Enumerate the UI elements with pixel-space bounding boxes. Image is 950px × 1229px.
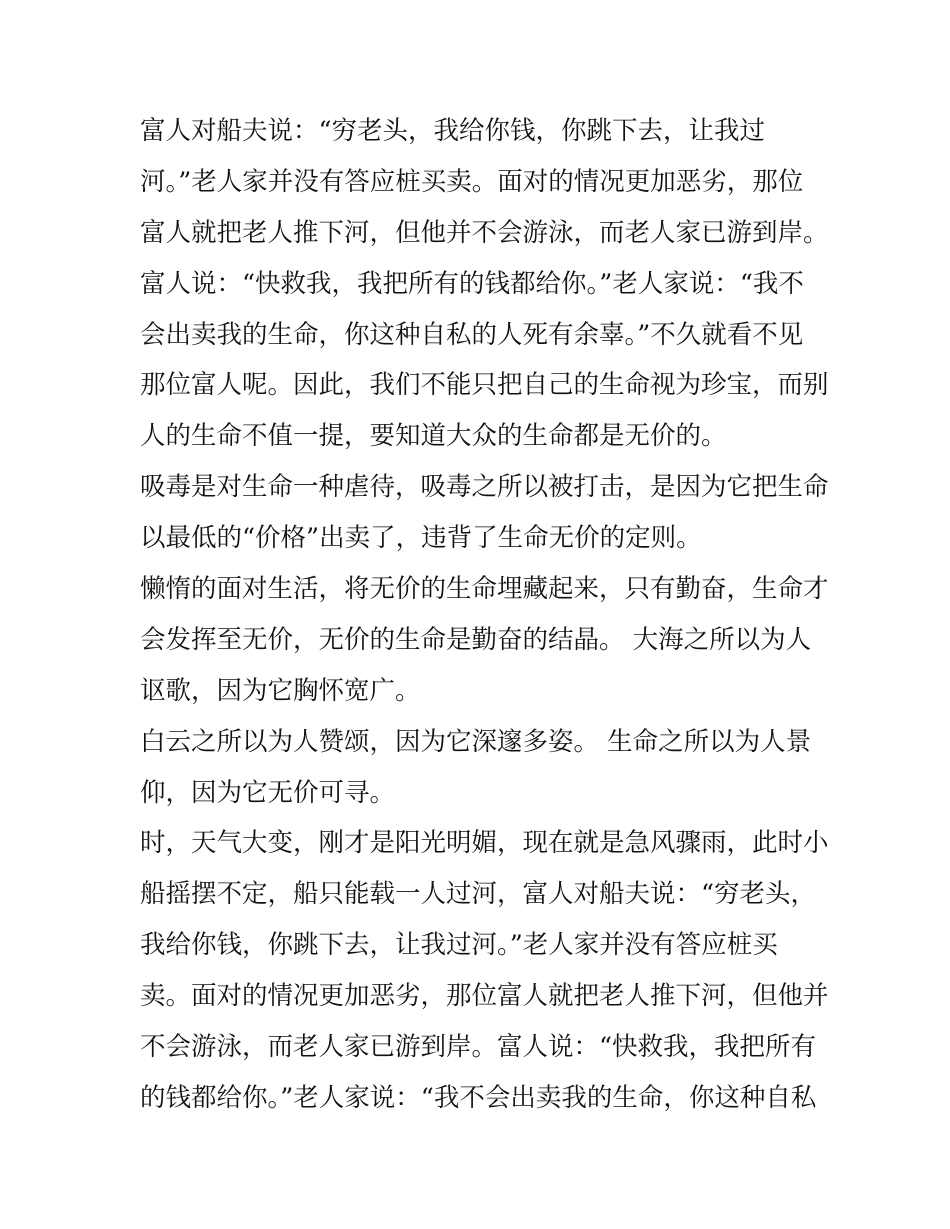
text-line-7: 人的生命不值一提，要知道大众的生命都是无价的。 [140,421,727,452]
text-line-19: 不会游泳，而老人家已游到岸。富人说：“快救我，我把所有 [140,1032,817,1063]
text-line-16: 船摇摆不定，船只能载一人过河，富人对船夫说：“穷老头， [140,879,817,910]
text-line-2: 河。”老人家并没有答应桩买卖。面对的情况更加恶劣，那位 [140,166,804,197]
text-line-18: 卖。面对的情况更加恶劣，那位富人就把老人推下河，但他并 [140,981,829,1012]
text-line-1: 富人对船夫说：“穷老头，我给你钱，你跳下去，让我过 [140,116,766,146]
text-line-4: 富人说：“快救我，我把所有的钱都给你。”老人家说：“我不 [140,268,804,299]
text-line-20: 的钱都给你。”老人家说：“我不会出卖我的生命，你这种自私 [140,1082,817,1113]
text-line-13: 白云之所以为人赞颂，因为它深邃多姿。 生命之所以为人景 [140,726,812,757]
text-line-14: 仰，因为它无价可寻。 [140,777,396,808]
text-line-10: 懒惰的面对生活，将无价的生命埋藏起来，只有勤奋，生命才 [140,574,829,605]
text-line-11: 会发挥至无价，无价的生命是勤奋的结晶。 大海之所以为人 [140,624,812,655]
text-line-9: 以最低的“价格”出卖了，违背了生命无价的定则。 [140,523,702,554]
text-line-6: 那位富人呢。因此，我们不能只把自己的生命视为珍宝，而别 [140,370,829,401]
text-line-15: 时，天气大变，刚才是阳光明媚，现在就是急风骤雨，此时小 [140,828,829,859]
document-text-body [140,106,829,1124]
text-line-17: 我给你钱，你跳下去，让我过河。”老人家并没有答应桩买 [140,930,778,961]
text-line-8: 吸毒是对生命一种虐待，吸毒之所以被打击，是因为它把生命 [140,472,829,503]
text-line-3: 富人就把老人推下河，但他并不会游泳，而老人家已游到岸。 [140,217,829,248]
text-line-5: 会出卖我的生命，你这种自私的人死有余辜。”不久就看不见 [140,319,804,350]
text-line-12: 讴歌，因为它胸怀宽广。 [140,675,421,706]
